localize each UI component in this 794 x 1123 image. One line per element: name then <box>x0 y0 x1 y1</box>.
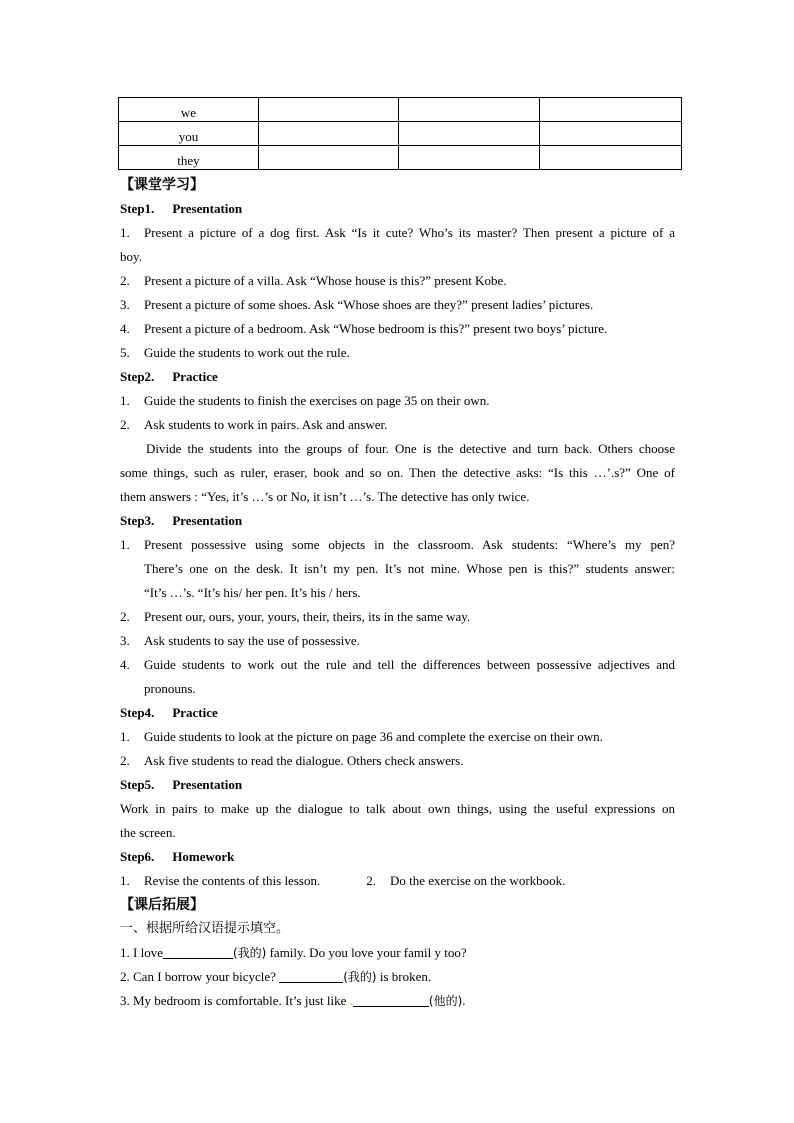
chinese-hint: (他的) <box>428 994 463 1008</box>
list-item <box>120 653 675 677</box>
exercise-question <box>120 989 675 1013</box>
table-cell: they <box>119 146 259 170</box>
step-name: Presentation <box>172 513 243 528</box>
paragraph-line: the screen. <box>120 825 176 840</box>
item-text: Guide students to look at the picture on page 36 and complete the exercise on their own. <box>144 729 603 744</box>
item-text: Guide students to work out the rule and tell the differences between possessive adjectives and <box>144 657 675 672</box>
step-number: Step4. <box>120 705 155 720</box>
question-text: . <box>462 993 466 1008</box>
table-cell <box>540 98 682 122</box>
table-cell <box>540 146 682 170</box>
item-text: Present a picture of a villa. Ask “Whose house is this?” present Kobe. <box>144 273 507 288</box>
highlight-dot: . <box>349 993 353 1008</box>
item-text: Present possessive using some objects in the classroom. Ask students: “Where’s my pen? <box>144 537 675 552</box>
list-item <box>120 293 675 317</box>
item-text: Do the exercise on the workbook. <box>389 873 566 888</box>
paragraph-line: Work in pairs to make up the dialogue to talk about own things, using the useful expressions on <box>120 801 675 816</box>
item-number: 2. <box>120 609 130 624</box>
list-item-continuation: pronouns. <box>144 681 196 696</box>
paragraph-line: them answers : “Yes, it’s …’s or No, it isn’t …’s. The detective has only twice. <box>120 489 530 504</box>
list-item <box>120 749 675 773</box>
step-number: Step3. <box>120 513 155 528</box>
list-item <box>120 269 675 293</box>
section-heading-extension: 【课后拓展】 <box>120 897 204 913</box>
section-heading-classroom: 【课堂学习】 <box>120 177 204 193</box>
answer-blank[interactable] <box>353 992 429 1007</box>
item-number: 3. <box>120 633 130 648</box>
table-cell <box>259 146 399 170</box>
homework-items <box>120 869 675 893</box>
question-text: 1. I love <box>120 945 163 960</box>
list-item <box>120 725 675 749</box>
list-item-continuation: There’s one on the desk. It isn’t my pen. It’s not mine. Whose pen is this?” students answer: <box>144 561 675 576</box>
item-number: 2. <box>120 273 130 288</box>
step-heading <box>120 845 675 869</box>
question-text: 3. My bedroom is comfortable. It’s just like <box>120 993 350 1008</box>
step-heading <box>120 197 675 221</box>
item-text: Ask students to work in pairs. Ask and answer. <box>144 417 388 432</box>
chinese-hint: (我的) <box>232 946 267 960</box>
chinese-hint: (我的) <box>343 970 377 984</box>
question-text: family. Do you love your famil y too? <box>266 945 467 960</box>
exercise-question <box>120 941 675 965</box>
exercise-heading: 一、根据所给汉语提示填空。 <box>120 921 290 936</box>
list-item <box>120 389 675 413</box>
step-name: Practice <box>172 369 218 384</box>
list-item <box>120 605 675 629</box>
pronoun-table <box>118 97 682 170</box>
step-heading <box>120 701 675 725</box>
list-item <box>120 317 675 341</box>
question-text: 2. Can I borrow your bicycle? <box>120 969 280 984</box>
item-text: Present a picture of some shoes. Ask “Whose shoes are they?” present ladies’ pictures. <box>144 297 594 312</box>
item-number: 1. <box>120 729 130 744</box>
item-number: 3. <box>120 297 130 312</box>
list-item-continuation: “It’s …’s. “It’s his/ her pen. It’s his / hers. <box>144 585 361 600</box>
item-number: 4. <box>120 321 130 336</box>
list-item <box>120 629 675 653</box>
item-number: 1. <box>120 225 130 240</box>
step-name: Practice <box>172 705 218 720</box>
item-number: 1. <box>120 873 130 888</box>
table-row <box>119 146 682 170</box>
item-text: Present a picture of a bedroom. Ask “Whose bedroom is this?” present two boys’ picture. <box>144 321 608 336</box>
list-item-continuation: boy. <box>120 249 142 264</box>
answer-blank[interactable] <box>279 968 343 983</box>
item-number: 2. <box>120 417 130 432</box>
step-name: Presentation <box>172 777 243 792</box>
item-number: 1. <box>120 537 130 552</box>
table-cell <box>399 122 540 146</box>
step-number: Step6. <box>120 849 155 864</box>
paragraph-line: some things, such as ruler, eraser, book and so on. Then the detective asks: “Is this …’.s?” One of <box>120 465 675 480</box>
list-item <box>120 341 675 365</box>
item-text: Guide the students to work out the rule. <box>144 345 350 360</box>
item-number: 2. <box>366 873 376 888</box>
list-item <box>120 413 675 437</box>
step-name: Homework <box>172 849 235 864</box>
table-row <box>119 98 682 122</box>
table-cell: we <box>119 98 259 122</box>
answer-blank[interactable] <box>163 944 233 959</box>
question-text: is broken. <box>376 969 432 984</box>
table-cell <box>399 146 540 170</box>
step-number: Step2. <box>120 369 155 384</box>
list-item <box>120 221 675 245</box>
table-row <box>119 122 682 146</box>
item-number: 4. <box>120 657 130 672</box>
item-number: 5. <box>120 345 130 360</box>
table-cell <box>540 122 682 146</box>
step-number: Step1. <box>120 201 155 216</box>
paragraph-line: Divide the students into the groups of four. One is the detective and turn back. Others choose <box>146 441 675 456</box>
step-heading <box>120 773 675 797</box>
list-item <box>120 533 675 557</box>
item-number: 1. <box>120 393 130 408</box>
step-heading <box>120 365 675 389</box>
table-cell <box>259 122 399 146</box>
item-text: Guide the students to finish the exercises on page 35 on their own. <box>144 393 490 408</box>
exercise-question <box>120 965 675 989</box>
lesson-content <box>120 173 675 1013</box>
step-name: Presentation <box>172 201 243 216</box>
item-text: Present our, ours, your, yours, their, theirs, its in the same way. <box>144 609 471 624</box>
table-cell <box>399 98 540 122</box>
table-cell <box>259 98 399 122</box>
step-heading <box>120 509 675 533</box>
item-text: Ask five students to read the dialogue. Others check answers. <box>144 753 464 768</box>
item-text: Ask students to say the use of possessive. <box>144 633 360 648</box>
item-number: 2. <box>120 753 130 768</box>
item-text: Revise the contents of this lesson. <box>144 873 321 888</box>
item-text: Present a picture of a dog first. Ask “Is it cute? Who’s its master? Then present a picture of a <box>144 225 675 240</box>
table-cell: you <box>119 122 259 146</box>
step-number: Step5. <box>120 777 155 792</box>
